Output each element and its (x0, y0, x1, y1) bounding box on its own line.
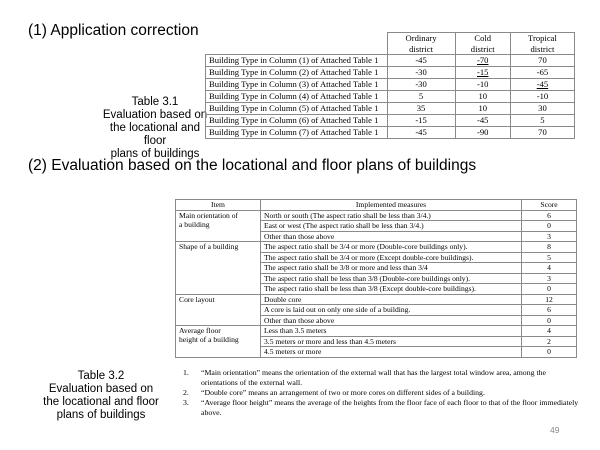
correction-value: -15 (387, 115, 455, 127)
correction-value: -45 (455, 115, 510, 127)
correction-value: 10 (455, 103, 510, 115)
correction-value: 70 (510, 127, 574, 139)
measure-cell: 4.5 meters or more (261, 347, 522, 358)
caption-line: the locational and floor (43, 396, 159, 408)
item-label: Average floor (179, 326, 221, 335)
score-cell: 12 (522, 294, 577, 305)
table-row (206, 127, 575, 139)
header-score: Score (522, 200, 577, 211)
caption-line: Table 3.1 (131, 96, 179, 108)
caption-line: the locational and floor (109, 122, 201, 147)
score-cell: 3 (522, 231, 577, 242)
note-text: “Main orientation” means the orientation of the external wall that has the largest total window area, among the orientations of the external wall. (201, 368, 546, 387)
table-row (206, 79, 575, 91)
section-heading-1: (1) Application correction (28, 22, 199, 39)
measure-cell: North or south (The aspect ratio shall be less than 3/4.) (261, 210, 522, 221)
score-cell: 2 (522, 336, 577, 347)
note-item (183, 388, 583, 398)
score-cell: 8 (522, 242, 577, 253)
item-cell (176, 294, 261, 326)
header-ordinary-district: Ordinary district (387, 33, 455, 55)
correction-value: -45 (387, 55, 455, 67)
correction-value: 5 (510, 115, 574, 127)
caption-line: plans of buildings (110, 148, 200, 160)
caption-line: Table 3.2 (77, 370, 125, 382)
table-row (176, 242, 577, 253)
score-cell: 5 (522, 252, 577, 263)
score-cell: 6 (522, 305, 577, 316)
correction-value: -30 (387, 67, 455, 79)
note-number: 3. (183, 398, 189, 407)
correction-value: -45 (387, 127, 455, 139)
table-row (176, 294, 577, 305)
score-cell: 4 (522, 263, 577, 274)
correction-value: 70 (510, 55, 574, 67)
table-notes (183, 368, 583, 418)
score-cell: 0 (522, 347, 577, 358)
score-cell: 0 (522, 315, 577, 326)
measure-cell: The aspect ratio shall be 3/4 or more (Double-core buildings only). (261, 242, 522, 253)
building-type-label: Building Type in Column (2) of Attached Table 1 (206, 67, 388, 79)
table-row (206, 55, 575, 67)
application-correction-table (205, 32, 575, 139)
item-label: Main orientation of (179, 210, 239, 220)
header-measures: Implemented measures (261, 200, 522, 211)
table-row (176, 210, 577, 221)
building-type-label: Building Type in Column (5) of Attached Table 1 (206, 103, 388, 115)
score-cell: 0 (522, 284, 577, 295)
correction-value: -70 (455, 55, 510, 67)
measure-cell: The aspect ratio shall be 3/8 or more and less than 3/4 (261, 263, 522, 274)
building-type-label: Building Type in Column (1) of Attached Table 1 (206, 55, 388, 67)
score-cell: 3 (522, 273, 577, 284)
note-text: “Double core” means an arrangement of two or more cores on different sides of a building. (201, 388, 485, 397)
measure-cell: Less than 3.5 meters (261, 326, 522, 337)
header-item: Item (176, 200, 261, 211)
correction-value: -10 (510, 91, 574, 103)
item-label: Shape of a building (179, 242, 239, 251)
table-row (176, 326, 577, 337)
score-cell: 0 (522, 221, 577, 232)
correction-value: 10 (455, 91, 510, 103)
caption-line: plans of buildings (56, 409, 146, 421)
table-row (206, 115, 575, 127)
item-label: Core layout (179, 294, 215, 304)
measure-cell: Other than those above (261, 315, 522, 326)
header-blank-cell (206, 33, 388, 55)
measure-cell: East or west (The aspect ratio shall be less than 3/4.) (261, 221, 522, 232)
correction-value: 35 (387, 103, 455, 115)
measure-cell: The aspect ratio shall be 3/4 or more (Except double-core buildings). (261, 252, 522, 263)
measure-cell: 3.5 meters or more and less than 4.5 meters (261, 336, 522, 347)
correction-value: -45 (510, 79, 574, 91)
building-type-label: Building Type in Column (7) of Attached Table 1 (206, 127, 388, 139)
header-cold-district: Cold district (455, 33, 510, 55)
table-row (206, 67, 575, 79)
table-3-2-caption (30, 370, 172, 422)
measure-cell: The aspect ratio shall be less than 3/8 (Double-core buildings only). (261, 273, 522, 284)
item-label: height of a building (179, 335, 239, 344)
item-cell (176, 210, 261, 242)
score-cell: 6 (522, 210, 577, 221)
note-item (183, 398, 583, 418)
building-type-label: Building Type in Column (4) of Attached Table 1 (206, 91, 388, 103)
correction-value: -65 (510, 67, 574, 79)
table-header-row (206, 33, 575, 55)
caption-line: Evaluation based on (102, 109, 208, 121)
measure-cell: The aspect ratio shall be less than 3/8 (Except double-core buildings). (261, 284, 522, 295)
table-header-row (176, 200, 577, 211)
correction-value: 30 (510, 103, 574, 115)
section-heading-2: (2) Evaluation based on the locational and floor plans of buildings (28, 157, 477, 174)
header-tropical-district: Tropical district (510, 33, 574, 55)
measure-cell: Double core (261, 294, 522, 305)
measure-cell: Other than those above (261, 231, 522, 242)
note-number: 1. (183, 368, 189, 377)
correction-value: -10 (455, 79, 510, 91)
correction-value: -90 (455, 127, 510, 139)
building-type-label: Building Type in Column (3) of Attached Table 1 (206, 79, 388, 91)
measure-cell: A core is laid out on only one side of a building. (261, 305, 522, 316)
note-item (183, 368, 583, 388)
correction-value: -30 (387, 79, 455, 91)
table-3-1-caption (100, 96, 210, 161)
page-number: 49 (550, 425, 560, 435)
correction-value: 5 (387, 91, 455, 103)
note-text: “Average floor height” means the average of the heights from the floor face of each floor to that of the floor immediately above. (201, 398, 579, 417)
score-cell: 4 (522, 326, 577, 337)
building-type-label: Building Type in Column (6) of Attached Table 1 (206, 115, 388, 127)
note-number: 2. (183, 388, 189, 397)
caption-line: Evaluation based on (48, 383, 154, 395)
evaluation-table (175, 199, 577, 358)
item-cell (176, 326, 261, 358)
table-row (206, 91, 575, 103)
table-row (206, 103, 575, 115)
item-cell (176, 242, 261, 295)
correction-value: -15 (455, 67, 510, 79)
item-label: a building (179, 219, 210, 229)
